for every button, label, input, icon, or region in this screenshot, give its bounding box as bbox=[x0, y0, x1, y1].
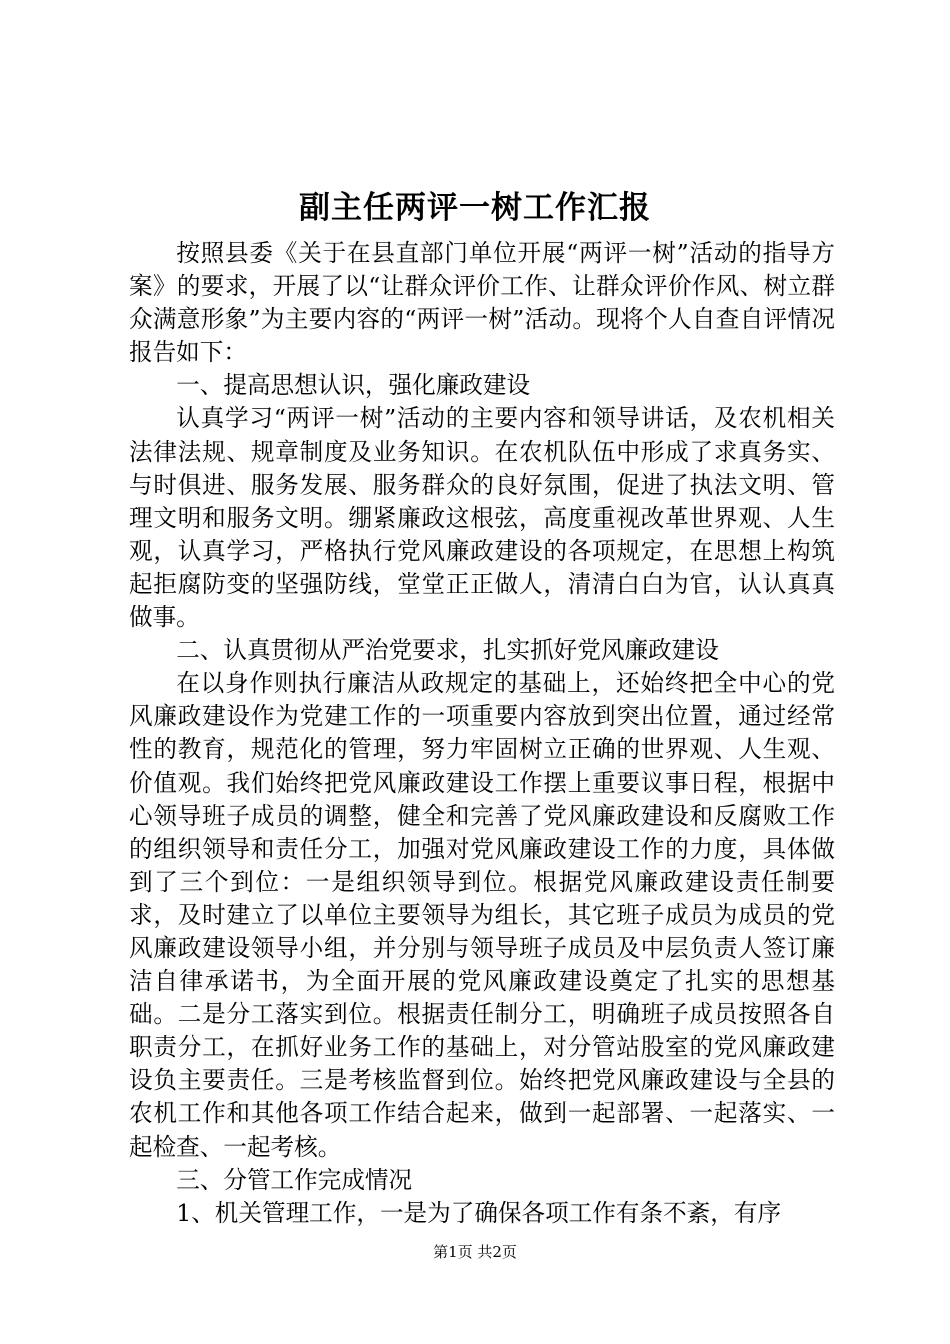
document-body bbox=[129, 237, 835, 1230]
section-heading-3: 三、分管工作完成情况 bbox=[176, 1165, 413, 1194]
paragraph-section-1: 认真学习“两评一树”活动的主要内容和领导讲话，及农机相关法律法规、规章制度及业务知识。在农机队伍中形成了求真务实、与时俱进、服务发展、服务群众的良好氛围，促进了执法文明、管理文明和服务文明。绷紧廉政这根弦，高度重视改革世界观、人生观，认真学习，严格执行党风廉政建设的各项规定，在思想上构筑起拒腐防变的坚强防线，堂堂正正做人，清清白白为官，认认真真做事。 bbox=[129, 404, 835, 632]
document-title: 副主任两评一树工作汇报 bbox=[299, 190, 651, 226]
section-heading-1: 一、提高思想认识，强化廉政建设 bbox=[176, 371, 531, 400]
paragraph-intro: 按照县委《关于在县直部门单位开展“两评一树”活动的指导方案》的要求，开展了以“让群众评价工作、让群众评价作风、树立群众满意形象”为主要内容的“两评一树”活动。现将个人自查自评情况报告如下： bbox=[129, 239, 835, 367]
paragraph-section-2: 在以身作则执行廉洁从政规定的基础上，还始终把全中心的党风廉政建设作为党建工作的一项重要内容放到突出位置，通过经常性的教育，规范化的管理，努力牢固树立正确的世界观、人生观、价值观。我们始终把党风廉政建设工作摆上重要议事日程，根据中心领导班子成员的调整，健全和完善了党风廉政建设和反腐败工作的组织领导和责任分工，加强对党风廉政建设工作的力度，具体做到了三个到位：一是组织领导到位。根据党风廉政建设责任制要求，及时建立了以单位主要领导为组长，其它班子成员为成员的党风廉政建设领导小组，并分别与领导班子成员及中层负责人签订廉洁自律承诺书，为全面开展的党风廉政建设奠定了扎实的思想基础。二是分工落实到位。根据责任制分工，明确班子成员按照各自职责分工，在抓好业务工作的基础上，对分管站股室的党风廉政建设负主要责任。三是考核监督到位。始终把党风廉政建设与全县的农机工作和其他各项工作结合起来，做到一起部署、一起落实、一起检查、一起考核。 bbox=[129, 669, 835, 1161]
section-heading-2: 二、认真贯彻从严治党要求，扎实抓好党风廉政建设 bbox=[176, 636, 719, 665]
page-footer: 第1页 共2页 bbox=[433, 1243, 517, 1261]
paragraph-section-3: 1、机关管理工作，一是为了确保各项工作有条不紊，有序 bbox=[176, 1198, 782, 1227]
